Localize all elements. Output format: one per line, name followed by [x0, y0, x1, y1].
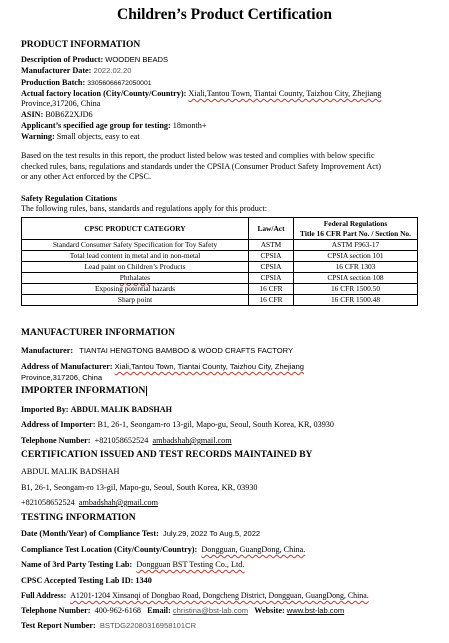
- page-title: Children’s Product Certification: [117, 6, 332, 23]
- compliance-statement-3: or any other Act enforced by the CPSC.: [21, 172, 152, 181]
- lab-address: Full Address: A1201-1204 Xinsanqi of Dongbao Road, Dongcheng District, Dongguan, GuangDong, China.: [21, 591, 369, 600]
- production-batch: Production Batch: 33056066672050001: [21, 78, 152, 87]
- records-email-link[interactable]: ambadshah@gmail.com: [78, 498, 159, 507]
- report-number: Test Report Number: BSTDG22080316958101CR: [21, 621, 197, 630]
- product-description: Description of Product: WOODEN BEADS: [21, 55, 169, 64]
- importer-email-link[interactable]: ambadshah@gmail.com: [152, 436, 232, 445]
- importer-phone: Telephone Number: +821058652524 ambadshah@gmail.com: [21, 436, 232, 445]
- lab-email-link[interactable]: christina@bst-lab.com: [172, 606, 249, 615]
- lab-id: CPSC Accepted Testing Lab ID: 1340: [21, 576, 152, 585]
- records-contact: +821058652524 ambadshah@gmail.com: [21, 498, 159, 507]
- factory-location-line2: Province,317206, China: [21, 99, 101, 108]
- importer-heading: IMPORTER INFORMATION: [21, 386, 146, 397]
- table-row: Lead paint on Children’s Products CPSIA 16 CFR 1303: [22, 262, 418, 273]
- compliance-statement-2: checked rules, bans, regulations and standards under the CPSIA (Consumer Product Safety Improvement Act): [21, 162, 381, 171]
- lab-name: Name of 3rd Party Testing Lab: Dongguan BST Testing Co., Ltd.: [21, 560, 245, 569]
- manufacturer-heading: MANUFACTURER INFORMATION: [21, 328, 176, 338]
- records-heading: CERTIFICATION ISSUED AND TEST RECORDS MAINTAINED BY: [21, 450, 313, 460]
- importer-address: Address of Importer: B1, 26-1, Seongam-ro 13-gil, Mapo-gu, Seoul, South Korea, KR, 03930: [21, 420, 334, 429]
- table-row: Exposing potential hazards 16 CFR 16 CFR 1500.50: [22, 284, 418, 295]
- table-row: Phthalates CPSIA CPSIA section 108: [22, 273, 418, 284]
- col-category: CPSC PRODUCT CATEGORY: [22, 218, 249, 240]
- asin: ASIN: B0B6Z2XJD6: [21, 110, 93, 119]
- regulation-table: [21, 217, 418, 306]
- warning: Warning: Small objects, easy to eat: [21, 132, 140, 141]
- text-cursor: [146, 386, 147, 396]
- test-location: Compliance Test Location (City/County/Country): Dongguan, GuangDong, China.: [21, 545, 306, 554]
- table-header-row: [22, 218, 418, 240]
- manufacturer-name: Manufacturer: TIANTAI HENGTONG BAMBOO & WOOD CRAFTS FACTORY: [21, 346, 294, 355]
- test-date: Date (Month/Year) of Compliance Test: July.29, 2022 To Aug.5, 2022: [21, 529, 261, 538]
- lab-website-link[interactable]: www.bst-lab.com: [286, 606, 345, 615]
- table-row: Standard Consumer Safety Specification for Toy Safety ASTM ASTM F963-17: [22, 240, 418, 251]
- lab-contact: Telephone Number: 400-962-6168 Email: christina@bst-lab.com Website: www.bst-lab.com: [21, 606, 345, 615]
- safety-subtext: The following rules, bans, standards and regulations apply for this product:: [21, 204, 268, 213]
- table-row: Total lead content in metal and in non-metal CPSIA CPSIA section 101: [22, 251, 418, 262]
- col-regulation: Federal Regulations Title 16 CFR Part No. / Section No.: [294, 218, 418, 240]
- testing-heading: TESTING INFORMATION: [21, 513, 136, 523]
- table-row: Sharp point 16 CFR 16 CFR 1500.48: [22, 295, 418, 306]
- product-info-heading: PRODUCT INFORMATION: [21, 40, 141, 50]
- imported-by: Imported By: ABDUL MALIK BADSHAH: [21, 405, 173, 414]
- records-name: ABDUL MALIK BADSHAH: [21, 467, 120, 476]
- factory-location: Actual factory location (City/County/Country): Xiali,Tantou Town, Tiantai County, Taizhou City, Zhejiang: [21, 89, 382, 98]
- col-law: Law/Act: [249, 218, 294, 240]
- compliance-statement-1: Based on the test results in this report, the product listed below was tested and complies with below specific: [21, 151, 375, 160]
- manufacturer-address-line2: Province,317206, China: [21, 373, 103, 382]
- records-address: B1, 26-1, Seongam-ro 13-gil, Mapo-gu, Seoul, South Korea, KR, 03930: [21, 483, 258, 492]
- manufacturer-address: Address of Manufacturer: Xiali,Tantou Town, Tiantai County, Taizhou City, Zhejiang: [21, 362, 305, 371]
- age-group: Applicant’s specified age group for testing: 18month+: [21, 121, 207, 130]
- safety-heading: Safety Regulation Citations: [21, 194, 117, 203]
- manufacturer-date: Manufacturer Date: 2022.02.20: [21, 66, 132, 75]
